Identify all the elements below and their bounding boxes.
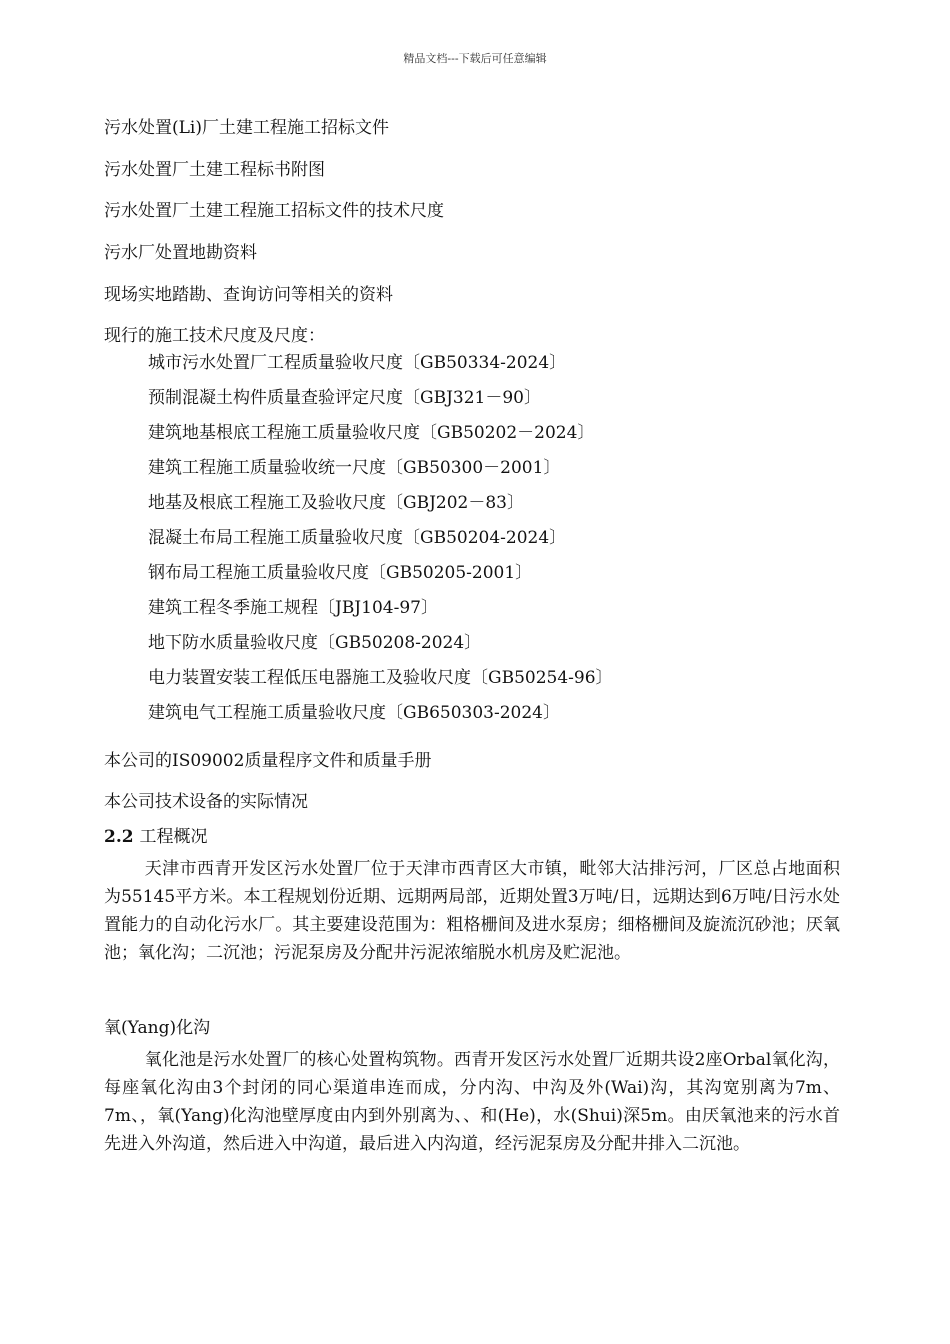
- reference-item: 污水处置厂土建工程标书附图: [104, 160, 325, 180]
- reference-item: 现行的施工技术尺度及尺度：: [104, 326, 325, 346]
- standard-item: 电力装置安装工程低压电器施工及验收尺度〔GB50254-96〕: [148, 668, 613, 688]
- standard-item: 建筑电气工程施工质量验收尺度〔GB650303-2024〕: [148, 703, 560, 723]
- standard-item: 建筑工程施工质量验收统一尺度〔GB50300－2001〕: [148, 458, 561, 478]
- section-heading: [104, 826, 208, 848]
- standard-item: 建筑工程冬季施工规程〔JBJ104-97〕: [148, 598, 438, 618]
- standard-item: 建筑地基根底工程施工质量验收尺度〔GB50202－2024〕: [148, 423, 595, 443]
- standard-item: 地基及根底工程施工及验收尺度〔GBJ202－83〕: [148, 493, 524, 513]
- standard-item: 混凝土布局工程施工质量验收尺度〔GB50204-2024〕: [148, 528, 567, 548]
- reference-item: 现场实地踏勘、查询访问等相关的资料: [104, 285, 393, 305]
- standard-item: 预制混凝土构件质量查验评定尺度〔GBJ321－90〕: [148, 388, 541, 408]
- company-item: 本公司的IS09002质量程序文件和质量手册: [104, 751, 432, 771]
- overview-paragraph: 天津市西青开发区污水处置厂位于天津市西青区大市镇，毗邻大沽排污河，厂区总占地面积为55145平方米。本工程规划份近期、远期两局部，近期处置3万吨/日，远期达到6万吨/日污水处置能力的自动化污水厂。其主要建设范围为：粗格栅间及进水泵房；细格栅间及旋流沉砂池；厌氧池；氧化沟；二沉池；污泥泵房及分配井污泥浓缩脱水机房及贮泥池。: [104, 859, 840, 963]
- company-item: 本公司技术设备的实际情况: [104, 792, 308, 812]
- oxidation-paragraph: 氧化池是污水处置厂的核心处置构筑物。西青开发区污水处置厂近期共设2座Orbal氧化沟，每座氧化沟由3个封闭的同心渠道串连而成，分内沟、中沟及外(Wai)沟，其沟宽别离为7m、7m、，氧(Yang)化沟池壁厚度由内到外别离为、、和(He)，水(Shui)深5m。由厌氧池来的污水首先进入外沟道，然后进入中沟道，最后进入内沟道，经污泥泵房及分配井排入二沉池。: [104, 1050, 840, 1154]
- page-header: 精品文档---下载后可任意编辑: [403, 52, 547, 65]
- standard-item: 城市污水处置厂工程质量验收尺度〔GB50334-2024〕: [148, 353, 567, 373]
- reference-item: 污水厂处置地勘资料: [104, 243, 257, 263]
- section-number: 2.2: [104, 827, 134, 847]
- standard-item: 钢布局工程施工质量验收尺度〔GB50205-2001〕: [148, 563, 533, 583]
- reference-item: 污水处置(Li)厂土建工程施工招标文件: [104, 118, 389, 138]
- reference-item: 污水处置厂土建工程施工招标文件的技术尺度: [104, 201, 444, 221]
- standard-item: 地下防水质量验收尺度〔GB50208-2024〕: [148, 633, 482, 653]
- subsection-heading: 氧(Yang)化沟: [104, 1018, 211, 1038]
- section-title: 工程概况: [139, 827, 208, 847]
